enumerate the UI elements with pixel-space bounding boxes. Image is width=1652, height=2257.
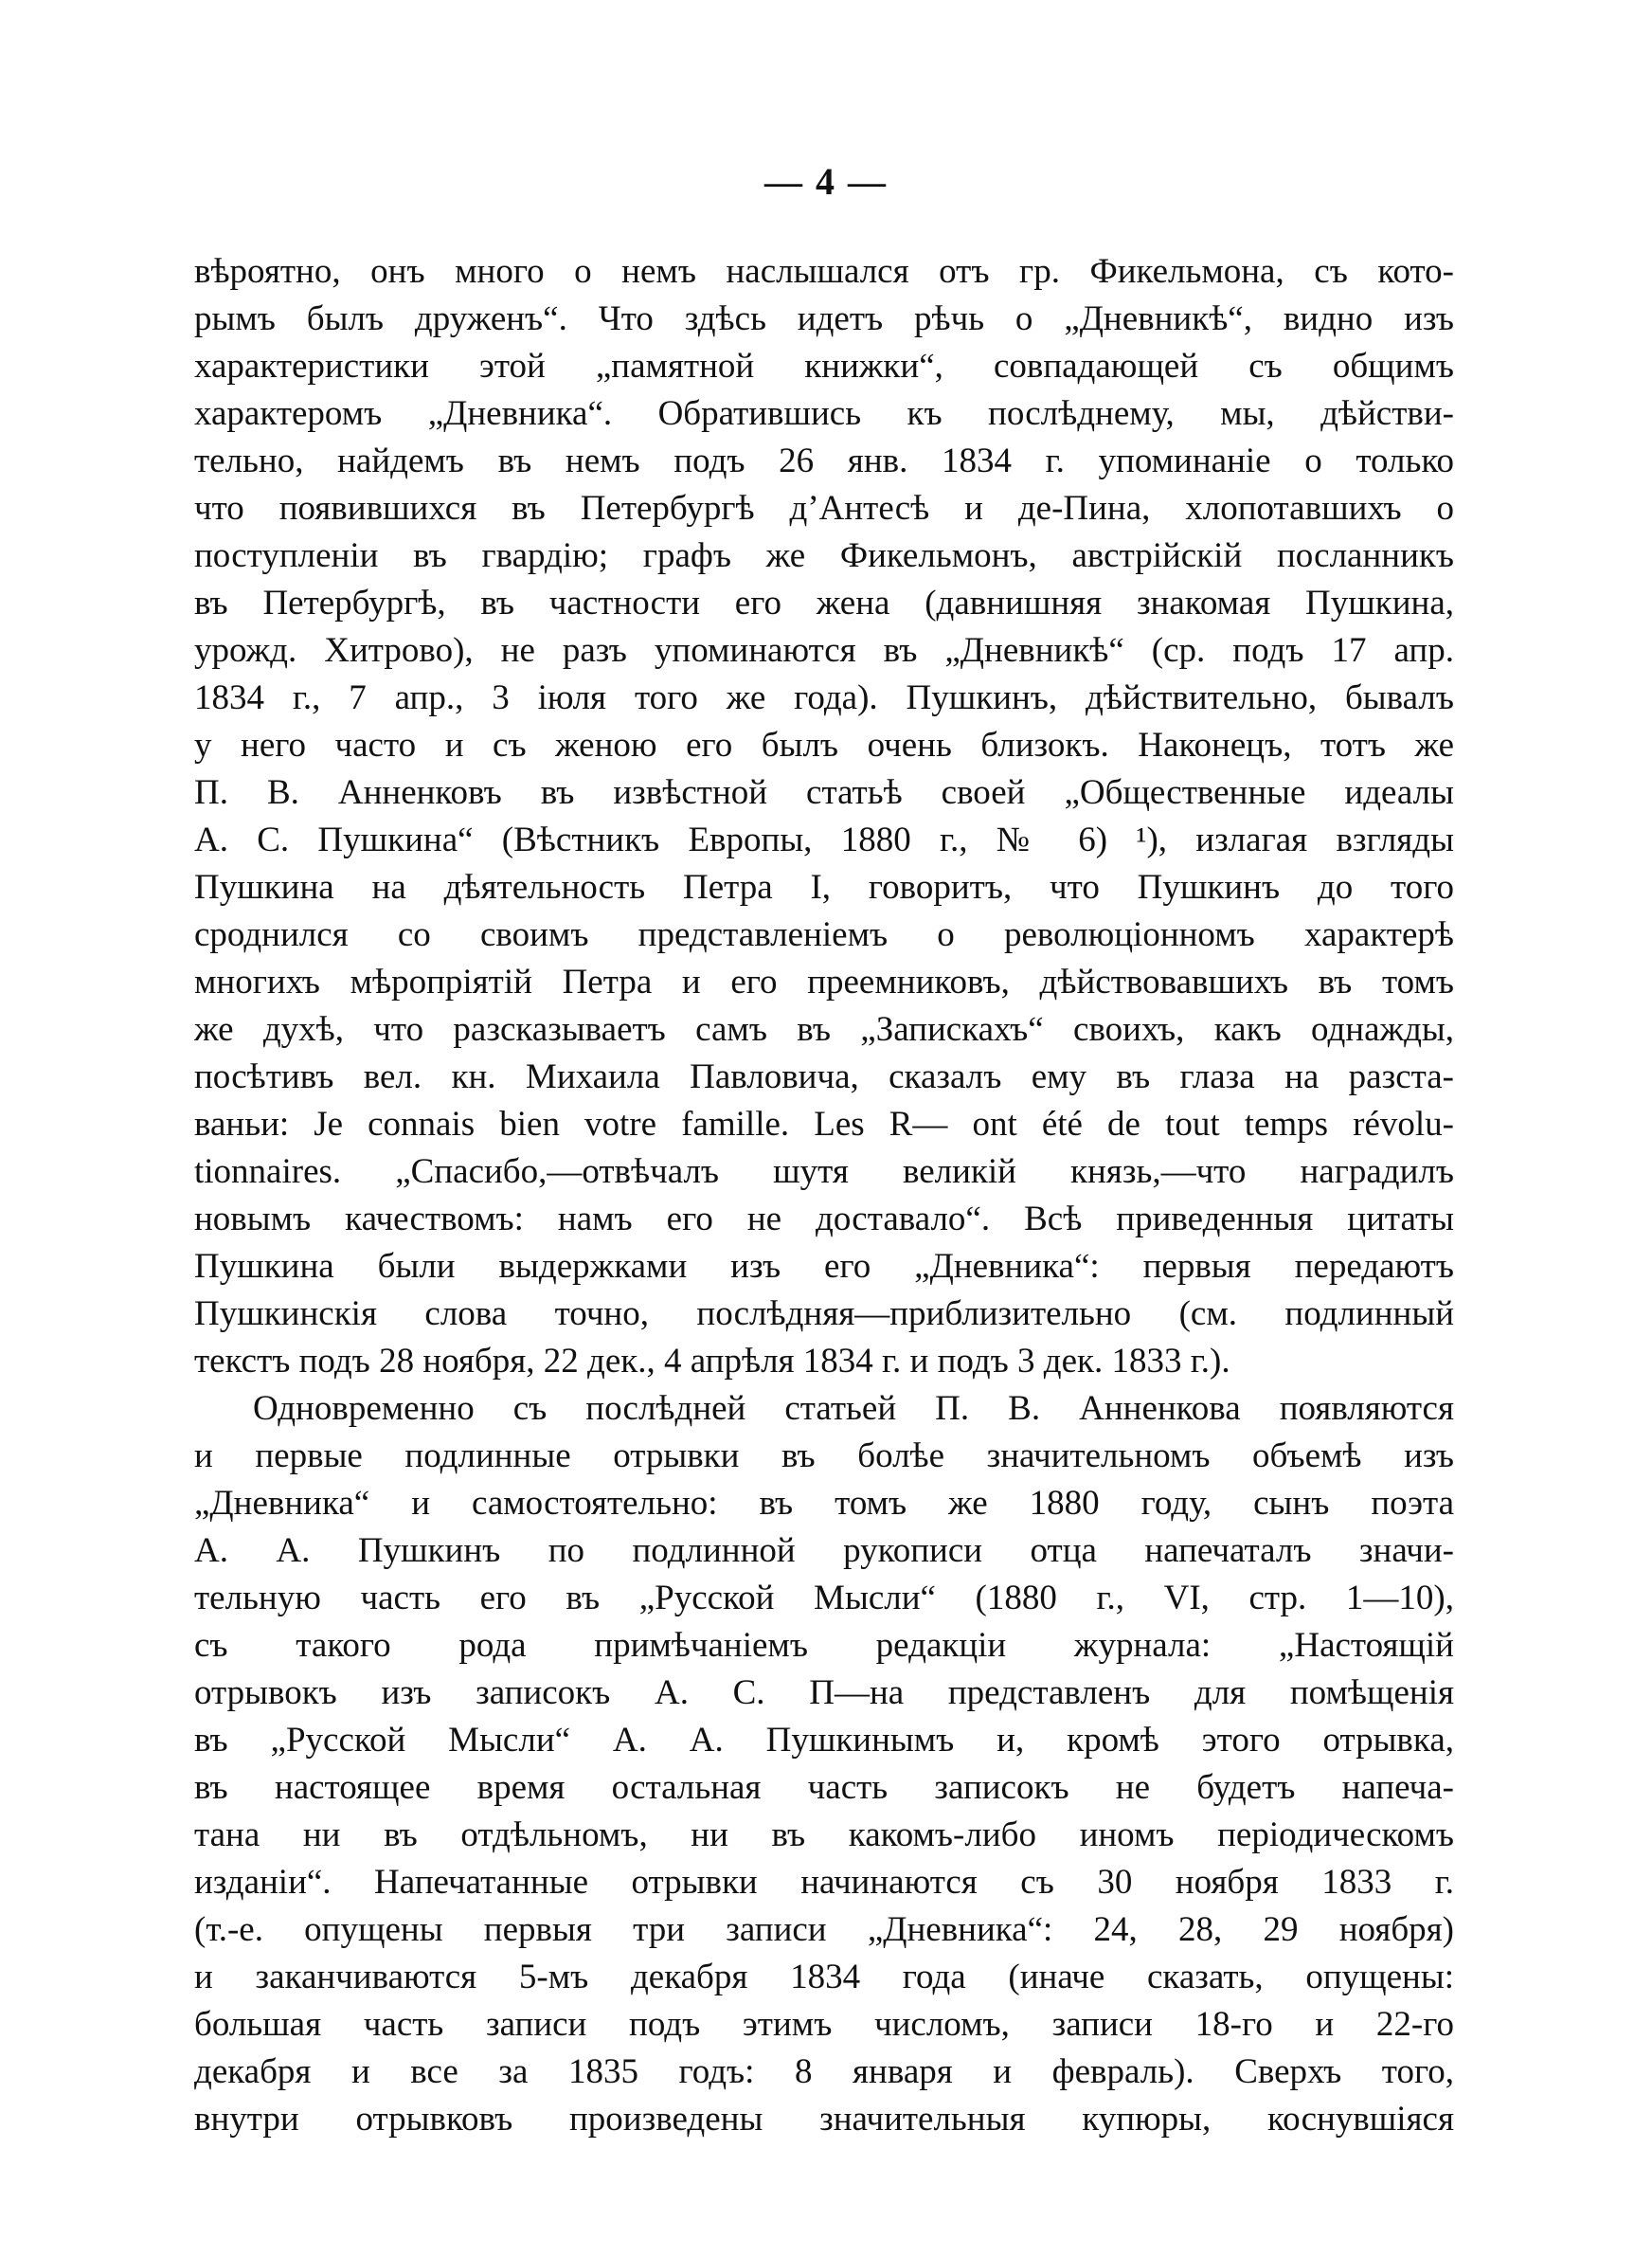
text-line: многихъ мѣропріятій Петра и его преемниковъ, дѣйствовавшихъ въ томъ (194, 963, 1454, 1002)
text-line: вѣроятно, онъ много о немъ наслышался отъ гр. Фикельмона, съ кото- (194, 252, 1454, 291)
text-line: рымъ былъ друженъ“. Что здѣсь идетъ рѣчь о „Дневникѣ“, видно изъ (194, 299, 1454, 338)
text-line: Пушкинскія слова точно, послѣдняя—приблизительно (см. подлинный (194, 1294, 1454, 1333)
paragraph-end-line: текстъ подъ 28 ноября, 22 дек., 4 апрѣля 1834 г. и подъ 3 дек. 1833 г.). (194, 1342, 1230, 1381)
text-line: Пушкина были выдержками изъ его „Дневника“: первыя передаютъ (194, 1247, 1454, 1286)
text-line: ваньи: Je connais bien votre famille. Les R— ont été de tout temps révolu- (194, 1105, 1454, 1144)
text-line: декабря и все за 1835 годъ: 8 января и февраль). Сверхъ того, (194, 2052, 1454, 2091)
text-line: что появившихся въ Петербургѣ д’Антесѣ и де-Пина, хлопотавшихъ о (194, 489, 1454, 528)
text-line: съ такого рода примѣчаніемъ редакціи журнала: „Настоящій (194, 1626, 1454, 1665)
text-line: урожд. Хитрово), не разъ упоминаются въ „Дневникѣ“ (ср. подъ 17 апр. (194, 631, 1454, 670)
text-line: и первые подлинные отрывки въ болѣе значительномъ объемѣ изъ (194, 1436, 1454, 1475)
text-line: сроднился со своимъ представленіемъ о революціонномъ характерѣ (194, 915, 1454, 954)
text-line: же духѣ, что разсказываетъ самъ въ „Запискахъ“ своихъ, какъ однажды, (194, 1010, 1454, 1049)
text-line: 1834 г., 7 апр., 3 іюля того же года). Пушкинъ, дѣйствительно, бывалъ (194, 678, 1454, 717)
text-line: тельную часть его въ „Русской Мысли“ (1880 г., VI, стр. 1—10), (194, 1579, 1454, 1617)
text-line: внутри отрывковъ произведены значительныя купюры, коснувшіяся (194, 2100, 1454, 2139)
text-line: характеромъ „Дневника“. Обратившись къ послѣднему, мы, дѣйстви- (194, 394, 1454, 433)
text-line: тельно, найдемъ въ немъ подъ 26 янв. 1834 г. упоминаніе о только (194, 442, 1454, 480)
text-line: въ „Русской Мысли“ А. А. Пушкинымъ и, кромѣ этого отрывка, (194, 1721, 1454, 1760)
text-line: характеристики этой „памятной книжки“, совпадающей съ общимъ (194, 347, 1454, 386)
text-line: (т.-е. опущены первыя три записи „Дневника“: 24, 28, 29 ноября) (194, 1910, 1454, 1949)
text-line: у него часто и съ женою его былъ очень близокъ. Наконецъ, тотъ же (194, 726, 1454, 765)
page-number: — 4 — (764, 160, 888, 203)
text-line: отрывокъ изъ записокъ А. С. П—на представленъ для помѣщенія (194, 1673, 1454, 1712)
text-line: А. А. Пушкинъ по подлинной рукописи отца напечаталъ значи- (194, 1531, 1454, 1570)
text-line: изданіи“. Напечатанные отрывки начинаются съ 30 ноября 1833 г. (194, 1863, 1454, 1902)
text-line: Пушкина на дѣятельность Петра I, говоритъ, что Пушкинъ до того (194, 868, 1454, 907)
text-line: А. С. Пушкина“ (Вѣстникъ Европы, 1880 г., № 6) ¹), излагая взгляды (194, 821, 1454, 859)
text-line: tionnaires. „Спасибо,—отвѣчалъ шутя великій князь,—что наградилъ (194, 1152, 1454, 1191)
text-line: поступленіи въ гвардію; графъ же Фикельмонъ, австрійскій посланникъ (194, 536, 1454, 575)
text-line: П. В. Анненковъ въ извѣстной статьѣ своей „Общественные идеалы (194, 773, 1454, 812)
text-line: въ настоящее время остальная часть записокъ не будетъ напеча- (194, 1768, 1454, 1807)
text-line: въ Петербургѣ, въ частности его жена (давнишняя знакомая Пушкина, (194, 584, 1454, 623)
body-text (194, 248, 1454, 2143)
text-line: „Дневника“ и самостоятельно: въ томъ же 1880 году, сынъ поэта (194, 1484, 1454, 1523)
text-line: новымъ качествомъ: намъ его не доставало“. Всѣ приведенныя цитаты (194, 1200, 1454, 1238)
text-line: посѣтивъ вел. кн. Михаила Павловича, сказалъ ему въ глаза на разста- (194, 1057, 1454, 1096)
text-line: тана ни въ отдѣльномъ, ни въ какомъ-либо иномъ періодическомъ (194, 1815, 1454, 1854)
text-line: и заканчиваются 5-мъ декабря 1834 года (иначе сказать, опущены: (194, 1958, 1454, 1996)
paragraph-start-line: Одновременно съ послѣдней статьей П. В. Анненкова появляются (253, 1389, 1454, 1428)
text-line: большая часть записи подъ этимъ числомъ, записи 18-го и 22-го (194, 2005, 1454, 2044)
